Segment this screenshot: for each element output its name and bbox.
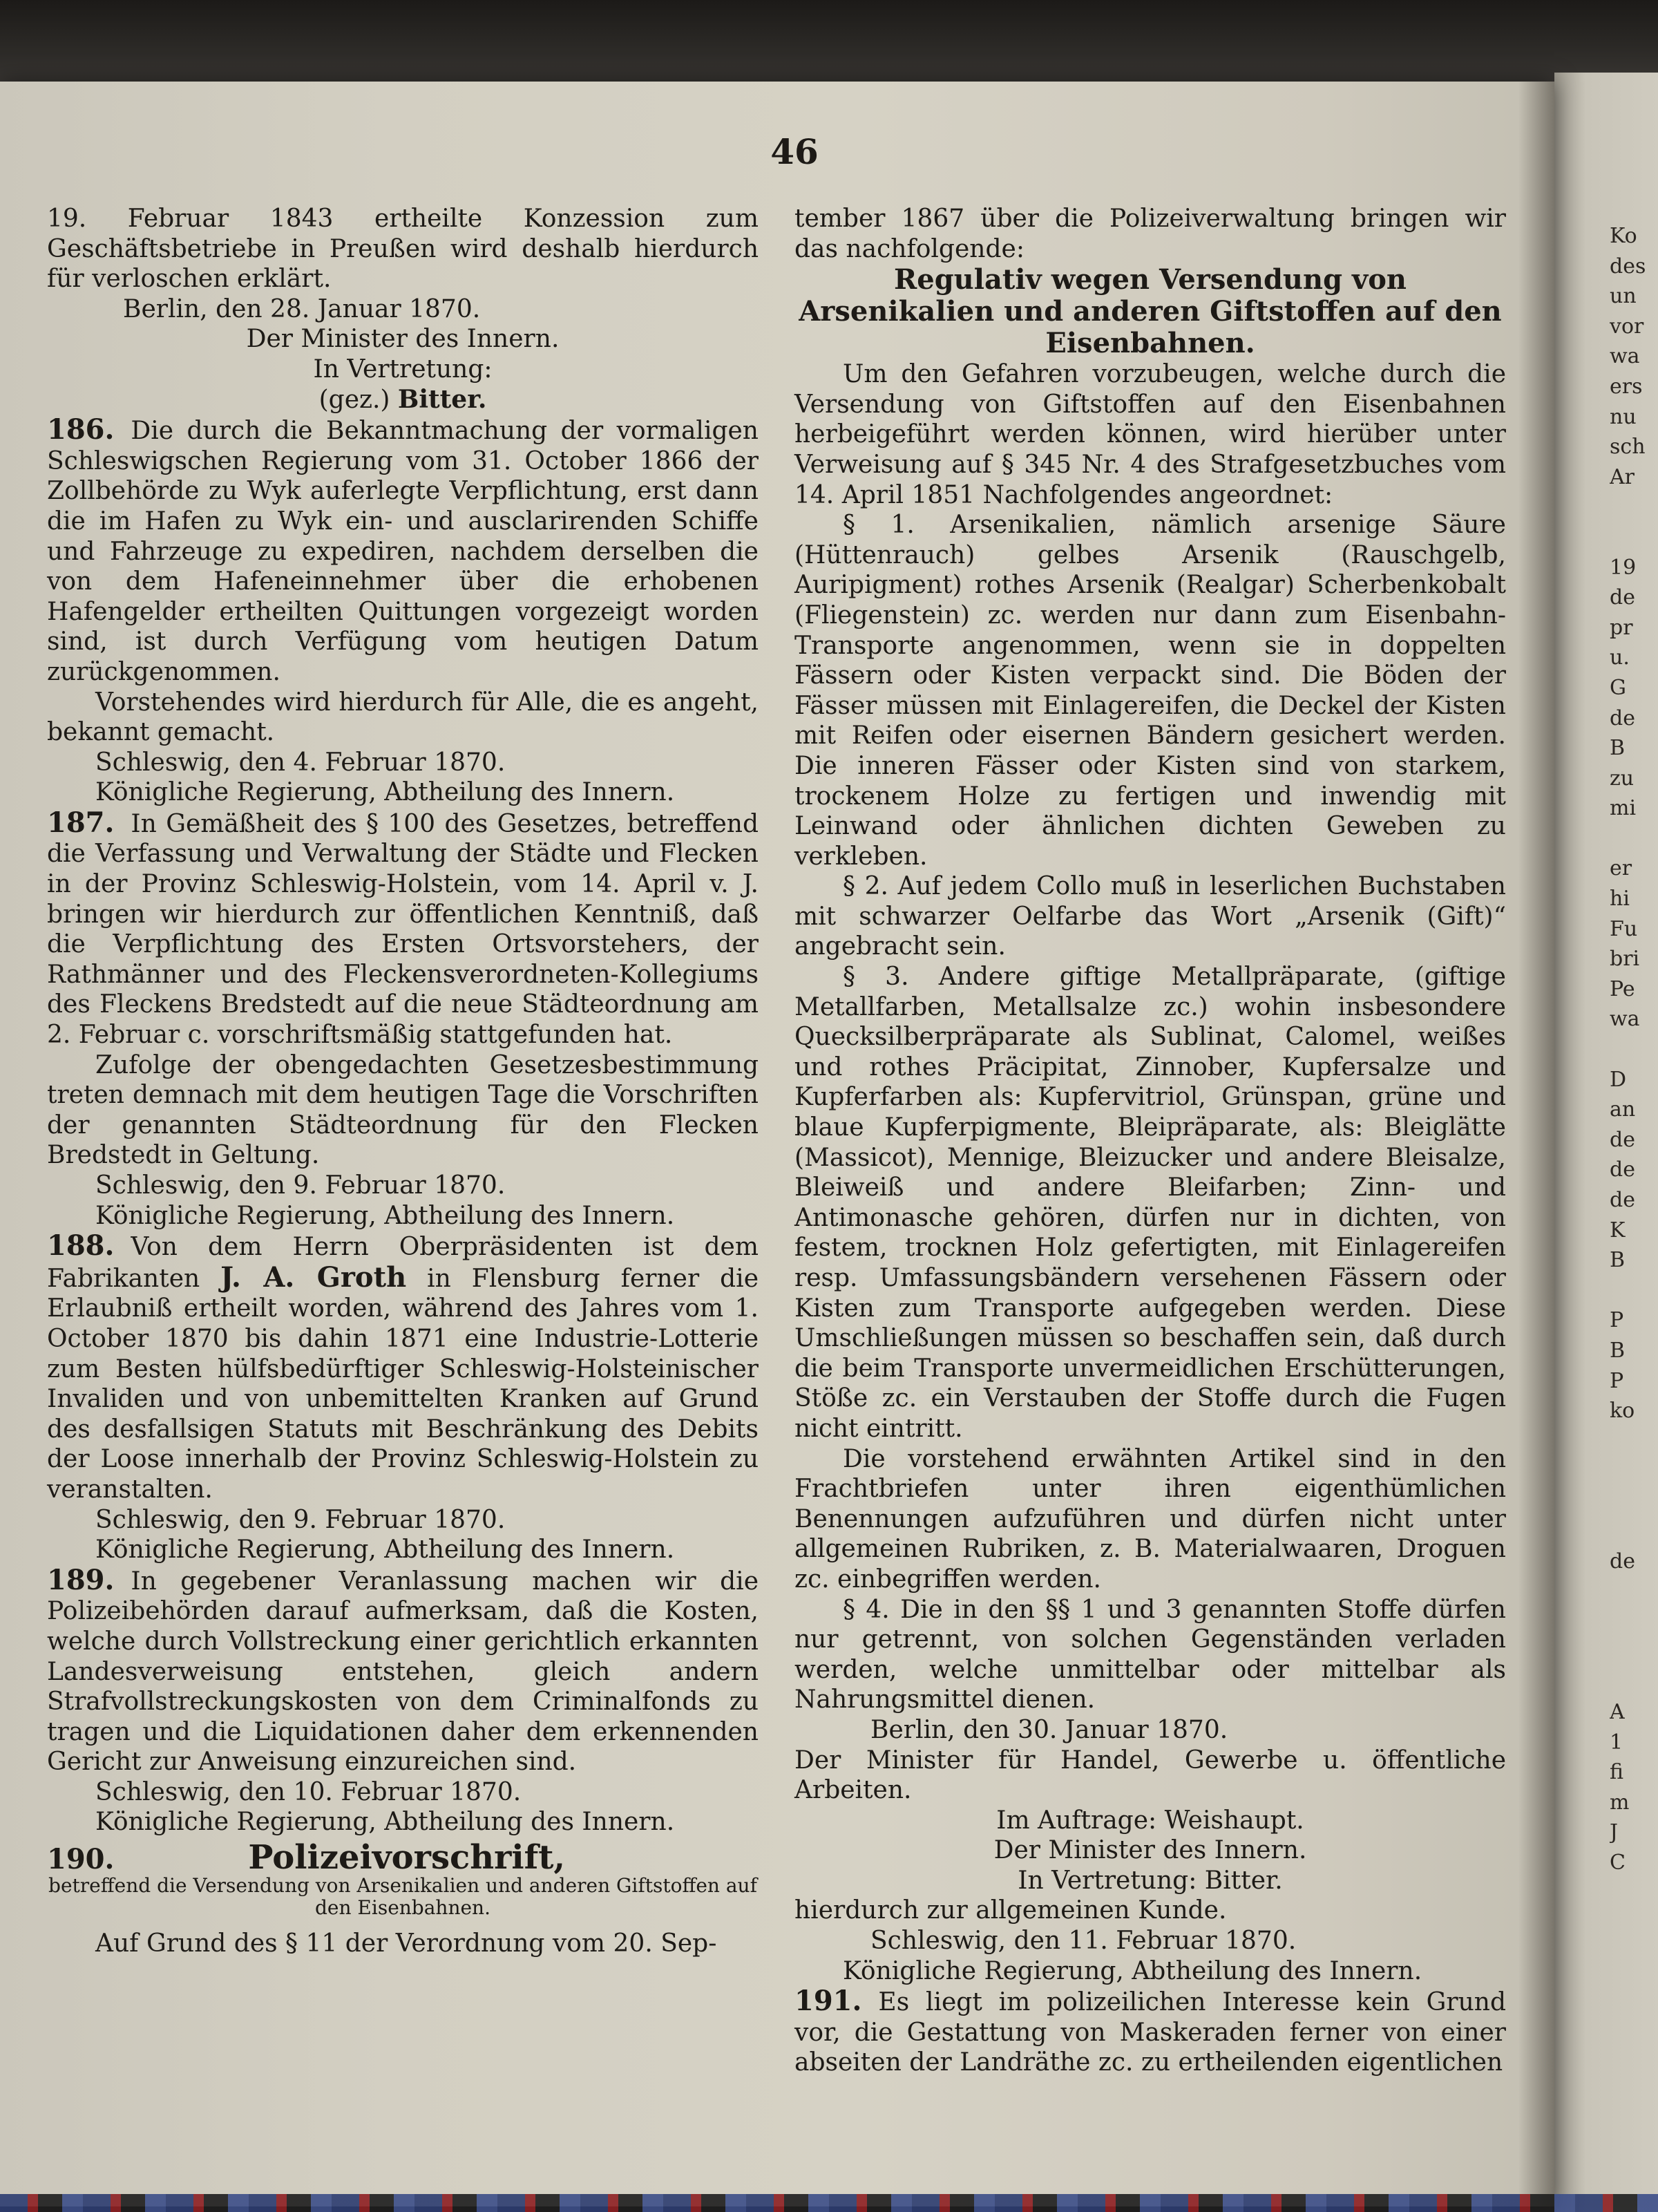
margin-fragment: de [1610, 1127, 1635, 1152]
paragraph-continuation: 19. Februar 1843 ertheilte Konzession zum Geschäftsbetriebe in Preußen wird deshalb hierdurch für verloschen erklärt. [47, 205, 759, 294]
signature-line [47, 385, 759, 415]
margin-fragment: B [1610, 736, 1626, 761]
margin-fragment: B [1610, 1248, 1626, 1273]
margin-fragment: 1 [1610, 1730, 1623, 1755]
margin-fragment: J [1610, 1820, 1619, 1845]
paragraph: hierdurch zur allgemeinen Kunde. [794, 1896, 1227, 1925]
margin-fragment: u. [1610, 645, 1630, 670]
margin-fragment [1610, 1607, 1658, 1637]
section-189 [47, 1565, 759, 1777]
margin-fragment [1610, 1276, 1658, 1306]
margin-fragment [1610, 1577, 1658, 1607]
section-number: 189. [47, 1563, 115, 1596]
margin-fragment [1610, 1637, 1658, 1667]
margin-fragment: de [1610, 706, 1635, 730]
margin-fragment: P [1610, 1368, 1624, 1393]
margin-fragment: G [1610, 675, 1626, 700]
paragraph-section-1: § 1. Arsenikalien, nämlich arsenige Säure (Hüttenrauch) gelbes Arsenik (Rauschgelb, Auripigment) rothes Arsenik (Realgar) Scherbenkobalt (Fliegenstein) zc. werden nur dann zum Eisenbahn-Transporte angenommen, wenn sie in doppelten Fässern oder Kisten verpackt sind. Die Böden der Fässer müssen mit Einlagereifen, die Deckel der Kisten mit Reifen oder eisernen Bändern gesichert werden. Die inneren Fässer oder Kisten sind von starkem, trockenem Holze zu fertigen und inwendig mit Leinwand oder ähnlichen dichten Geweben zu verkleben. [794, 511, 1506, 871]
margin-fragment: Pe [1610, 976, 1635, 1001]
left-column [47, 204, 759, 1958]
margin-fragment: wa [1610, 344, 1640, 369]
section-191 [794, 1986, 1506, 2078]
margin-fragment: Ko [1610, 224, 1637, 248]
margin-fragment: Fu [1610, 916, 1638, 941]
margin-fragment: A [1610, 1700, 1625, 1725]
margin-fragment: hi [1610, 887, 1630, 911]
regulation-title: Regulativ wegen Versendung von Arsenikalien und anderen Giftstoffen auf den Eisenbahnen. [799, 263, 1502, 360]
person-name: J. A. Groth [220, 1260, 407, 1294]
margin-fragment: er [1610, 856, 1632, 881]
margin-fragment [1610, 1426, 1658, 1457]
section-text: in Flensburg ferner die Erlaubniß ertheilt worden, während des Jahres vom 1. October 1870 bis dahin 1871 eine Industrie-Lotterie zum Besten hülfsbedürftiger Schleswig-Holsteinischer Invaliden und von unbemittelten Kranken auf Grund des desfallsigen Statuts mit Beschränkung des Debits der Loose innerhalb der Provinz Schleswig-Holstein zu veranstalten. [47, 1264, 759, 1504]
paragraph: Vorstehendes wird hierdurch für Alle, die es angeht, bekannt gemacht. [47, 688, 759, 747]
signature-line: Der Minister für Handel, Gewerbe u. öffentliche Arbeiten. [794, 1746, 1506, 1805]
section-title: Polizeivorschrift, [248, 1838, 566, 1878]
place-date: Schleswig, den 11. Februar 1870. [870, 1927, 1297, 1956]
right-column [794, 204, 1506, 2078]
signature-line: Im Auftrage: Weishaupt. [996, 1806, 1304, 1835]
paragraph: Die vorstehend erwähnten Artikel sind in den Frachtbriefen unter ihren eigenthümlichen Benennungen aufzuführen und dürfen nicht unter allgemeinen Rubriken, z. B. Materialwaaren, Droguen zc. einbegriffen werden. [794, 1444, 1506, 1594]
margin-fragment [1610, 522, 1658, 553]
margin-fragment: bri [1610, 947, 1640, 972]
margin-fragment [1610, 1034, 1658, 1065]
margin-fragment: sch [1610, 435, 1646, 460]
margin-fragment: 19 [1610, 555, 1637, 580]
margin-fragment [1610, 824, 1658, 854]
margin-fragment [1610, 1456, 1658, 1486]
place-date: Berlin, den 28. Januar 1870. [123, 294, 481, 323]
section-text: In Gemäßheit des § 100 des Gesetzes, betreffend die Verfassung und Verwaltung der Städte und Flecken in der Provinz Schleswig-Holstein, vom 14. April v. J. bringen wir hierdurch zur öffentlichen Kenntniß, daß die Verpflichtung des Ersten Ortsvorstehers, der Rathmänner und des Fleckensverordneten-Kollegiums des Fleckens Bredstedt auf die neue Städteordnung am 2. Februar c. vorschriftsmäßig stattgefunden hat. [47, 809, 759, 1050]
signature-prefix: (gez.) [318, 385, 390, 414]
paragraph: Zufolge der obengedachten Gesetzesbestimmung treten demnach mit dem heutigen Tage die Vorschriften der genannten Städteordnung für den Flecken Bredstedt in Geltung. [47, 1050, 759, 1170]
margin-fragment: pr [1610, 615, 1633, 640]
signature-name: Bitter. [397, 384, 487, 414]
signature-line: Der Minister des Innern. [246, 325, 560, 354]
margin-fragment [1610, 492, 1658, 522]
section-188 [47, 1231, 759, 1504]
margin-fragment: P [1610, 1308, 1624, 1333]
margin-fragment: ers [1610, 374, 1643, 399]
margin-fragment: an [1610, 1097, 1636, 1122]
section-text: Es liegt im polizeilichen Interesse kein Grund vor, die Gestattung von Maskeraden ferner von einer abseiten der Landräthe zc. zu ertheilenden eigentlichen [794, 1988, 1506, 2077]
section-subtitle: betreffend die Versendung von Arsenikalien und anderen Giftstoffen auf den Eisenbahnen. [48, 1873, 757, 1919]
section-text: Die durch die Bekanntmachung der vormaligen Schleswigschen Regierung vom 31. October 1866 der Zollbehörde zu Wyk auferlegte Verpflichtung, erst dann die im Hafen zu Wyk ein- und ausclarirenden Schiffe und Fahrzeuge zu expediren, nachdem derselben die von dem Hafeneinnehmer über die erhobenen Hafengelder ertheilten Quittungen vorgezeigt worden sind, ist durch Verfügung vom heutigen Datum zurückgenommen. [47, 417, 759, 686]
margin-fragment: mi [1610, 796, 1637, 821]
paragraph: Um den Gefahren vorzubeugen, welche durch die Versendung von Giftstoffen auf den Eisenbahnen herbeigeführt werden können, wird hierüber unter Verweisung auf § 345 Nr. 4 des Strafgesetzbuches vom 14. April 1851 Nachfolgendes angeordnet: [794, 360, 1506, 509]
section-number: 186. [47, 413, 115, 446]
margin-fragment: C [1610, 1851, 1626, 1875]
paragraph-continuation: tember 1867 über die Polizeiverwaltung bringen wir das nachfolgende: [794, 205, 1506, 263]
margin-fragment: fi [1610, 1760, 1624, 1785]
signature-line: In Vertretung: Bitter. [1018, 1866, 1283, 1895]
place-date: Berlin, den 30. Januar 1870. [870, 1715, 1228, 1744]
signature-line: Königliche Regierung, Abtheilung des Innern. [843, 1956, 1422, 1985]
margin-fragment: un [1610, 284, 1637, 309]
top-edge [0, 0, 1658, 86]
section-number: 187. [47, 806, 115, 839]
margin-fragment: Ar [1610, 464, 1635, 489]
section-186 [47, 415, 759, 687]
margin-fragment [1610, 1517, 1658, 1547]
margin-fragment: de [1610, 1549, 1635, 1574]
section-text: Von dem Herrn Oberpräsidenten ist dem Fabrikanten [47, 1233, 759, 1293]
margin-fragment: vor [1610, 314, 1644, 339]
margin-fragment: m [1610, 1790, 1630, 1815]
margin-fragment [1610, 1667, 1658, 1698]
margin-fragment: de [1610, 1188, 1635, 1212]
place-date: Schleswig, den 10. Februar 1870. [95, 1777, 522, 1806]
margin-fragment: D [1610, 1067, 1627, 1092]
margin-fragment: nu [1610, 404, 1637, 429]
signature-line: In Vertretung: [313, 355, 493, 384]
section-number: 191. [794, 1985, 862, 2018]
place-date: Schleswig, den 4. Februar 1870. [95, 748, 506, 777]
section-190-heading [47, 1838, 759, 1878]
margin-fragment: K [1610, 1218, 1626, 1242]
margin-fragment: des [1610, 254, 1646, 278]
paragraph-section-2: § 2. Auf jedem Collo muß in leserlichen Buchstaben mit schwarzer Oelfarbe das Wort „Arsenik (Gift)“ angebracht sein. [794, 872, 1506, 961]
margin-fragment: zu [1610, 766, 1635, 791]
page-number: 46 [770, 131, 819, 172]
paragraph-section-3: § 3. Andere giftige Metallpräparate, (giftige Metallfarben, Metallsalze zc.) wohin insbesondere Quecksilberpräparate als Sublinat, Calomel, weißes und rothes Präcipitat, Zinnober, Kupfersalze und Kupferfarben als: Kupfervitriol, Grünspan, grüne und blaue Kupferpigmente, Bleipräparate, als: Bleiglätte (Massicot), Mennige, Bleizucker und andere Bleisalze, Bleiweiß und andere Bleifarben; Zinn- und Antimonasche gehören, dürfen nur in dichten, von festem, trocknen Holz gefertigten, mit Einlagereifen resp. Umfassungsbändern versehenen Fässern oder Kisten zum Transporte aufgegeben werden. Diese Umschließungen müssen so beschaffen sein, daß durch die beim Transporte unvermeidlichen Erschütterungen, Stöße zc. ein Verstauben der Stoffe durch die Fugen nicht eintritt. [794, 963, 1506, 1443]
next-page-margin-text [1610, 221, 1658, 1878]
signature-line: Königliche Regierung, Abtheilung des Innern. [95, 778, 675, 807]
margin-fragment [1610, 1486, 1658, 1517]
place-date: Schleswig, den 9. Februar 1870. [95, 1171, 506, 1200]
margin-fragment: wa [1610, 1007, 1640, 1032]
signature-line: Königliche Regierung, Abtheilung des Innern. [95, 1808, 675, 1837]
signature-line: Der Minister des Innern. [993, 1836, 1307, 1865]
section-number: 190. [47, 1843, 115, 1876]
margin-fragment: de [1610, 1157, 1635, 1182]
section-number: 188. [47, 1229, 115, 1263]
place-date: Schleswig, den 9. Februar 1870. [95, 1505, 506, 1534]
signature-line: Königliche Regierung, Abtheilung des Innern. [95, 1201, 675, 1230]
margin-fragment: ko [1610, 1399, 1635, 1424]
page-gutter [1518, 82, 1554, 2206]
margin-fragment: de [1610, 585, 1635, 610]
margin-fragment: B [1610, 1338, 1626, 1363]
paragraph-section-4: § 4. Die in den §§ 1 und 3 genannten Stoffe dürfen nur getrennt, von solchen Gegenständen verladen werden, welche unmittelbar oder mittelbar als Nahrungsmittel dienen. [794, 1595, 1506, 1714]
bottom-edge [0, 2194, 1658, 2212]
signature-line: Königliche Regierung, Abtheilung des Innern. [95, 1535, 675, 1565]
paragraph: Auf Grund des § 11 der Verordnung vom 20. Sep- [95, 1929, 717, 1958]
section-187 [47, 808, 759, 1050]
section-text: In gegebener Veranlassung machen wir die Polizeibehörden darauf aufmerksam, daß die Kosten, welche durch Vollstreckung einer gerichtlich erkannten Landesverweisung entstehen, gleich andern Strafvollstreckungskosten von dem Criminalfonds zu tragen und die Liquidationen daher dem erkennenden Gericht zur Anweisung einzureichen sind. [47, 1567, 759, 1777]
